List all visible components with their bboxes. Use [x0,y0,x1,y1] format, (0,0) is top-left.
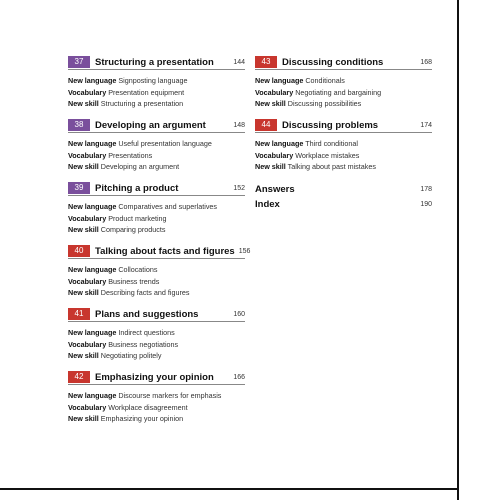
contents-right-column [255,56,432,212]
unit-42 [68,371,245,434]
unit-title: Plans and suggestions [95,308,199,320]
unit-title: Discussing conditions [282,56,384,68]
unit-page-number: 174 [420,121,432,129]
unit-page-number: 148 [233,121,245,129]
unit-header [68,119,245,133]
unit-line-language: New language Indirect questions [68,328,175,337]
unit-page-number: 144 [233,58,245,66]
contents-left-column [68,56,251,434]
answers-title: Answers [255,184,295,195]
unit-line-language: New language Signposting language [68,76,188,85]
unit-line-language: New language Third conditional [255,139,358,148]
unit-number-badge: 43 [255,56,277,68]
unit-line-vocabulary: Vocabulary Presentations [68,150,153,160]
unit-number-badge: 37 [68,56,90,68]
unit-line-vocabulary: Vocabulary Presentation equipment [68,87,185,97]
unit-line-vocabulary: Vocabulary Business negotiations [68,339,179,349]
unit-number-badge: 41 [68,308,90,320]
unit-title: Discussing problems [282,119,379,131]
unit-39 [68,182,245,245]
index-title: Index [255,199,280,210]
unit-line-skill: New skill Talking about past mistakes [255,162,376,171]
unit-header [68,245,251,259]
unit-line-skill: New skill Emphasizing your opinion [68,414,184,423]
unit-line-vocabulary: Vocabulary Negotiating and bargaining [255,87,382,97]
index-page-number: 190 [420,201,432,208]
unit-page-number: 160 [233,310,245,318]
unit-38 [68,119,245,182]
page-edge-bottom [0,488,459,490]
unit-line-skill: New skill Discussing possibilities [255,99,362,108]
unit-44 [255,119,432,182]
unit-header [255,119,432,133]
page-edge-right [457,0,459,500]
unit-page-number: 168 [420,58,432,66]
unit-header [68,56,245,70]
unit-page-number: 166 [233,373,245,381]
unit-title: Structuring a presentation [95,56,214,68]
unit-number-badge: 40 [68,245,90,257]
unit-title: Pitching a product [95,182,179,194]
unit-number-badge: 38 [68,119,90,131]
unit-line-vocabulary: Vocabulary Business trends [68,276,160,286]
unit-40 [68,245,251,308]
unit-line-language: New language Conditionals [255,76,345,85]
unit-line-vocabulary: Vocabulary Workplace mistakes [255,150,360,160]
unit-page-number: 152 [233,184,245,192]
unit-line-vocabulary: Vocabulary Product marketing [68,213,167,223]
unit-41 [68,308,245,371]
unit-line-skill: New skill Describing facts and figures [68,288,190,297]
unit-title: Talking about facts and figures [95,245,235,257]
unit-line-language: New language Useful presentation language [68,139,212,148]
unit-title: Developing an argument [95,119,206,131]
unit-page-number: 156 [238,247,251,255]
unit-number-badge: 42 [68,371,90,383]
unit-37 [68,56,245,119]
unit-line-skill: New skill Negotiating politely [68,351,162,360]
unit-line-skill: New skill Structuring a presentation [68,99,184,108]
unit-title: Emphasizing your opinion [95,371,214,383]
unit-line-skill: New skill Developing an argument [68,162,180,171]
unit-header [255,56,432,70]
unit-43 [255,56,432,119]
unit-line-language: New language Collocations [68,265,158,274]
index-entry [255,197,432,212]
unit-header [68,182,245,196]
unit-line-language: New language Discourse markers for emphasis [68,391,222,400]
unit-header [68,308,245,322]
unit-line-vocabulary: Vocabulary Workplace disagreement [68,402,188,412]
unit-line-skill: New skill Comparing products [68,225,166,234]
unit-number-badge: 39 [68,182,90,194]
unit-number-badge: 44 [255,119,277,131]
unit-header [68,371,245,385]
answers-page-number: 178 [420,186,432,193]
unit-line-language: New language Comparatives and superlatives [68,202,218,211]
answers-entry [255,182,432,197]
